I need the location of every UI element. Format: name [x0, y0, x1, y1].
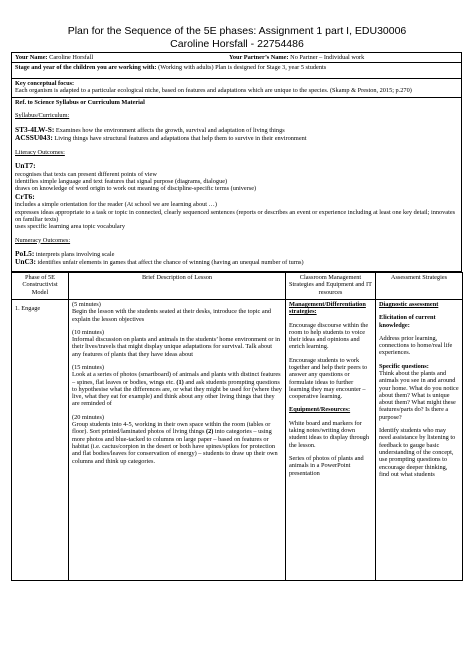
lesson-time: (20 minutes) — [72, 413, 105, 421]
crt6-line: uses specific learning area topic vocabulary — [15, 223, 125, 231]
header-phase: Phase of 5E Constructivist Model — [12, 273, 69, 300]
numeracy-label: Numeracy Outcomes: — [15, 236, 71, 244]
unc3-text: identifies unfair elements in games that affect the chance of winning (having an unequal number of turns) — [37, 259, 304, 267]
acs-text: Living things have structural features and adaptations that help them to survive in their environment — [54, 135, 307, 143]
lesson-text: Begin the lesson with the students seated at their desks, introduce the topic and explain the lesson objectives — [72, 308, 272, 323]
key-focus-text: Each organism is adapted to a particular ecological niche, based on features and adaptations which are unique to the species. (Skamp & Preston, 2015; p.270) — [15, 86, 412, 94]
table-row — [12, 299, 463, 580]
lesson-time: (15 minutes) — [72, 363, 105, 371]
elicitation-heading: Elicitation of current knowledge: — [379, 314, 436, 329]
syllabus-row — [11, 98, 462, 272]
unt7-line: recognises that texts can present different points of view — [15, 170, 157, 178]
unt7-line: identifies simple language and text features that signal purpose (diagrams, dialogue) — [15, 178, 228, 186]
syllabus-heading: Ref. to Science Syllabus or Curriculum Material — [15, 99, 145, 107]
pol5-text: interprets plans involving scale — [35, 250, 115, 258]
key-focus-row — [11, 79, 462, 99]
crt6-line: expresses ideas appropriate to a task or topic in connected, clearly sequenced sentences (reports or describes an event or experience including at least one key detail; innovates on familiar texts) — [15, 208, 456, 223]
management-cell — [286, 299, 376, 580]
assessment-text: Think about the plants and animals you see in and around your home. What do you notice about them? What is unique about them? What might these features/parts do? Is there a purpose? — [379, 369, 459, 421]
partner-name-cell — [229, 54, 364, 61]
lesson-text: Informal discussion on plants and animals in the students’ home environment or in their lives/travels that might display unique adaptations for survival. Talk about any features of plants that they have ideas about — [72, 336, 280, 358]
diagnostic-heading: Diagnostic assessment — [379, 300, 439, 308]
phase-label: 1. Engage — [15, 304, 41, 312]
unt7-code: UnT7: — [15, 161, 36, 171]
stage-label: Stage and year of the children you are working with: — [15, 64, 157, 72]
title-line-2: Caroline Horsfall - 22754486 — [170, 37, 304, 50]
lesson-cell — [69, 299, 286, 580]
management-heading: Management/Differentiation strategies: — [289, 300, 366, 316]
pol5-code: PoL5: — [15, 248, 35, 258]
header-management: Classroom Management Strategies and Equipment and IT resources — [286, 273, 376, 300]
questions-heading: Specific questions: — [379, 362, 429, 370]
syllabus-sub-label: Syllabus/Curriculum: — [15, 112, 70, 120]
partner-name-value: No Partner – Individual work — [290, 54, 365, 61]
st3-code: ST3-4LW-S: — [15, 124, 55, 134]
names-row — [11, 52, 462, 63]
stage-row — [11, 63, 462, 78]
your-name-cell — [15, 54, 229, 61]
equipment-text: Series of photos of plants and animals in a PowerPoint presentation — [289, 454, 364, 477]
key-focus-heading: Key conceptual focus: — [15, 79, 75, 87]
lesson-time: (10 minutes) — [72, 328, 105, 336]
lesson-time: (5 minutes) — [72, 300, 101, 308]
your-name-label: Your Name: — [15, 54, 48, 61]
header-lesson: Brief Description of Lesson — [69, 273, 286, 300]
crt6-line: includes a simple orientation for the reader (At school we are learning about …) — [15, 201, 217, 209]
management-text: Encourage students to work together and help their peers to answer any questions or formulate ideas to further learning they may encounter – cooperative learning. — [289, 356, 368, 401]
literacy-label: Literacy Outcomes: — [15, 148, 65, 156]
lesson-text: Group students into 4-5, working in their own space within the room (tables or floor). Sort printed/laminated photos of living things (2) into categories – using more photos and blue-tacked to columns on large paper – based on features or habitat (i.e. cactus/corpion in the desert or both have spines/spikes for protection and flat bodies/leaves for conservation of energy) – students to draw up their own columns and think up categories. — [72, 421, 278, 465]
table-header-row — [12, 273, 463, 300]
management-text: Encourage discourse within the room to help students to voice their ideas and opinions and enrich learning. — [289, 321, 369, 351]
lesson-text: Look at a series of photos (smartboard) of animals and plants with distinct features – spines, flat leaves or bodies, wings etc. (1) and ask students prompting questions to hypothesise what the differences are, or what they might be used for (where they live, what they eat for example) and think about any other living things that they are reminded of — [72, 371, 282, 408]
phase-cell — [12, 299, 69, 580]
document-title — [0, 0, 474, 50]
st3-text: Examines how the environment affects the growth, survival and adaptation of living things — [55, 126, 285, 134]
stage-value: (Working with adults) Plan is designed for Stage 3, year 5 students — [158, 64, 327, 72]
crt6-code: CrT6: — [15, 191, 35, 201]
assessment-cell — [376, 299, 463, 580]
header-assessment: Assessment Strategies — [376, 273, 463, 300]
equipment-text: White board and markers for taking notes/writing down student ideas to display through the lesson. — [289, 419, 370, 449]
title-line-1: Plan for the Sequence of the 5E phases: Assignment 1 part I, EDU30006 — [67, 25, 407, 37]
acs-code: ACSSU043: — [15, 133, 53, 143]
equipment-heading: Equipment/Resources: — [289, 406, 351, 414]
your-name-value: Caroline Horsfall — [49, 54, 94, 61]
assessment-text: Identify students who may need assistance by listening to feedback to gauge basic understanding of the concept, use prompting questions to encourage deeper thinking, find out what students — [379, 427, 456, 478]
unc3-code: UnC3: — [15, 257, 36, 267]
assessment-text: Address prior learning, connections to home/real life experiences. — [379, 334, 453, 357]
partner-name-label: Your Partner’s Name: — [229, 54, 289, 61]
lesson-table — [11, 272, 463, 581]
plan-document — [11, 52, 462, 581]
unt7-line: draws on knowledge of word origin to work out meaning of discipline-specific terms (universe) — [15, 185, 257, 193]
